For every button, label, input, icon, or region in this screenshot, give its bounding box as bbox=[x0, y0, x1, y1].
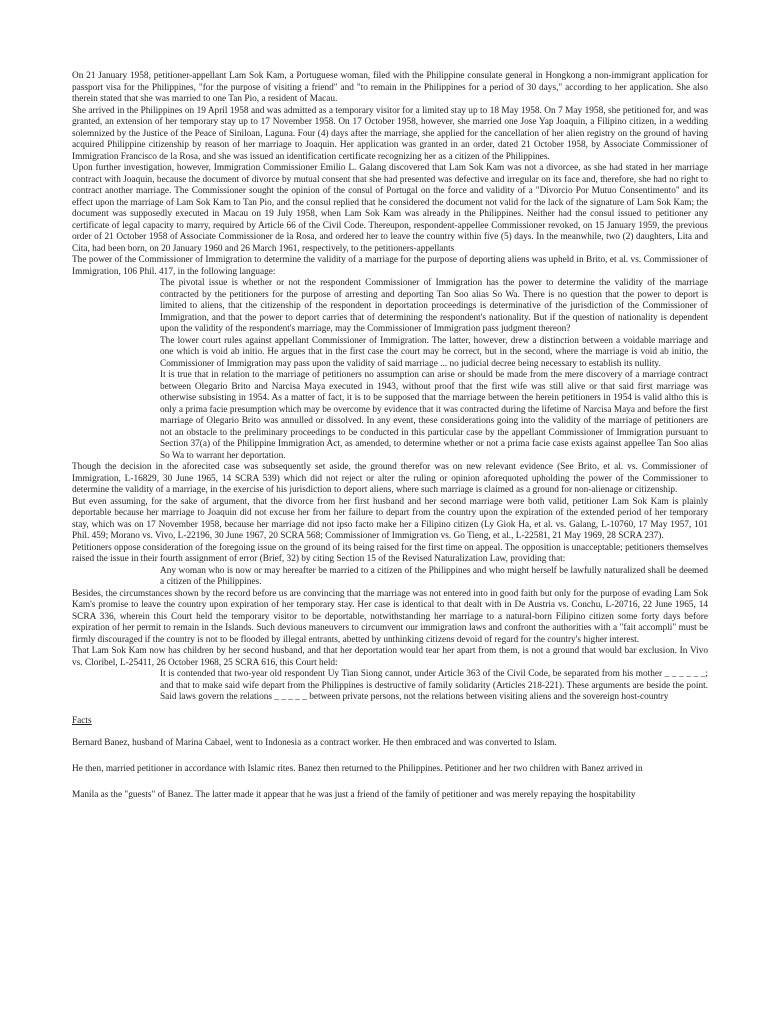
paragraph-application: On 21 January 1958, petitioner-appellant Lam Sok Kam, a Portuguese woman, filed with the Philippine consulate general in Hongkong a non-immigrant application for passport visa for the Philippines, "for the purpose of visiting a friend" and "to remain in the Philippines for a period of 30 days," according to her application. She also therein stated that she was married to one Tan Pio, a resident of Macau. bbox=[72, 71, 708, 104]
quote-naturalization-law: Any woman who is now or may hereafter be married to a citizen of the Philippines and who might herself be lawfully naturalized shall be deemed a citizen of the Philippines. bbox=[160, 565, 708, 587]
quote-presumption: It is true that in relation to the marriage of petitioners no assumption can arise or should be made from the mere discovery of a marriage contract between Olegario Brito and Narcisa Maya executed in 1943, without proof that the first wife was still alive or that said first marriage was otherwise subsisting in 1954. As a matter of fact, it is to be supposed that the marriage between the herein petitioners in 1954 is valid altho this is only a prima facie presumption which may be overcome by evidence that it was contracted during the lifetime of Narcisa Maya and before the first marriage of Olegario Brito was annulled or dissolved. In any event, these considerations going into the validity of the marriage of petitioners are not an obstacle to the preliminary proceedings to be conducted in this particular case by the appellant Commissioner of Immigration pursuant to Section 37(a) of the Philippine Immigration Act, as amended, to determine whether or not a prima facie case exists against appellee Tan Soo alias So Wa to warrant her deportation. bbox=[160, 370, 708, 461]
quote-vivo-cloribel: It is contended that two-year old respondent Uy Tian Siong cannot, under Article 363 of the Civil Code, be separated from his mother _ _ _ _ _ _; and that to make said wife depart from the Philippines is destructive of family solidarity (Articles 218-221). These arguments are beside the point. Said laws govern the relations _ _ _ _ _ between private persons, not the relations between visiting aliens and the sovereign host-country bbox=[160, 669, 708, 702]
facts-heading: Facts bbox=[72, 715, 92, 726]
quote-pivotal-issue: The pivotal issue is whether or not the respondent Commissioner of Immigration has the power to determine the validity of the marriage contracted by the petitioners for the purpose of arresting and deporting Tan Soo alias So Wa. There is no question that the power to deport is limited to aliens, that the citizenship of the respondent in deportation proceedings is determinative of the jurisdiction of the Commissioner of Immigration, and that the power to deport carries that of determining the respondent's nationality. But if the question of nationality is dependent upon the validity of the respondent's marriage, may the Commissioner of Immigration pass judgment thereon? bbox=[160, 278, 708, 334]
facts-paragraph-1: Bernard Banez, husband of Marina Cabael, went to Indonesia as a contract worker. He then embraced and was converted to Islam. bbox=[72, 738, 557, 748]
paragraph-bad-faith: Besides, the circumstances shown by the record before us are convincing that the marriage was not entered into in good faith but only for the purpose of evading Lam Sok Kam's promise to leave the country upon expiration of her temporary stay. Her case is identical to that dealt with in De Austria vs. Conchu, L-20716, 22 June 1965, 14 SCRA 336, wherein this Court held the temporary visitor to be deportable, notwithstanding her marriage to a natural-born Filipino citizen some forty days before expiration of her permit to remain in the Islands. Such devious maneuvers to circumvent our immigration laws and confront the authorities with a "fait accompli" must be firmly discouraged if the country is not to be flooded by illegal entrants, abetted by unthinking citizens devoid of regard for the country's higher interest. bbox=[72, 588, 708, 645]
paragraph-children: That Lam Sok Kam now has children by her second husband, and that her deportation would tear her apart from them, is not a ground that would bar exclusion. In Vivo vs. Cloribel, L-25411, 26 October 1968, 25 SCRA 616, this Court held: bbox=[72, 646, 708, 668]
facts-paragraph-3: Manila as the "guests" of Banez. The latter made it appear that he was just a friend of the family of petitioner and was merely repaying the hospitability bbox=[72, 790, 636, 800]
facts-paragraph-2: He then, married petitioner in accordance with Islamic rites. Banez then returned to the Philippines. Petitioner and her two children with Banez arrived in bbox=[72, 763, 643, 774]
paragraph-opposition: Petitioners oppose consideration of the foregoing issue on the ground of its being raised for the first time on appeal. The opposition is unacceptable; petitioners themselves raised the issue in their fourth assignment of error (Brief, 32) by citing Section 15 of the Revised Naturalization Law, providing that: bbox=[72, 542, 708, 564]
quote-lower-court: The lower court rules against appellant Commissioner of Immigration. The latter, however, drew a distinction between a voidable marriage and one which is void ab initio. He argues that in the first case the court may be correct, but in the second, where the marriage is void ab initio, the Commissioner of Immigration may pass upon the validity of said marriage ... no judicial decree being necessary to establish its nullity. bbox=[160, 335, 708, 369]
paragraph-investigation: Upon further investigation, however, Immigration Commissioner Emilio L. Galang discovered that Lam Sok Kam was not a divorcee, as she had stated in her marriage contract with Joaquin, because the document of divorce by mutual consent that she had presented was defective and irregular on its face and, therefore, she had no right to contract another marriage. The Commissioner sought the opinion of the consul of Portugal on the force and validity of a "Divorcio Por Mutuo Consentimento" and its effect upon the marriage of Lam Sok Kam to Tan Pio, and the consul replied that he considered the document not valid for the lack of the signature of Lam Sok Kam; the document was supposedly executed in Macau on 19 July 1958, when Lam Sok Kam was already in the Philippines. Neither had the consul issued to petitioner any certificate of legal capacity to marry, required by Article 66 of the Civil Code. Thereupon, respondent-appellee Commissioner revoked, on 15 January 1959, the previous order of 21 October 1958 of Associate Commissioner de la Rosa, and ordered her to leave the country within five (5) days. In the meanwhile, two (2) daughters, Lita and Cita, had been born, on 20 January 1960 and 26 March 1961, respectively, to the petitioners-appellants bbox=[72, 163, 708, 254]
document-body bbox=[72, 71, 708, 802]
paragraph-deportable: But even assuming, for the sake of argument, that the divorce from her first husband and her second marriage were both valid, petitioner Lam Sok Kam is plainly deportable because her marriage to Joaquin did not excuse her from her failure to depart from the country upon the expiration of the extended period of her temporary stay, which was on 17 November 1958, because her marriage did not ipso facto make her a Filipino citizen (Ly Giok Ha, et al. vs. Galang, L-10760, 17 May 1957, 101 Phil. 459; Morano vs. Vivo, L-22196, 30 June 1967, 20 SCRA 568; Commissioner of Immigration vs. Go Tieng, et al., L-22581, 21 May 1969, 28 SCRA 237). bbox=[72, 496, 708, 541]
paragraph-power-of-commissioner: The power of the Commissioner of Immigration to determine the validity of a marriage for the purpose of deporting aliens was upheld in Brito, et al. vs. Commissioner of Immigration, 106 Phil. 417, in the following language: bbox=[72, 255, 708, 277]
paragraph-arrival: She arrived in the Philippines on 19 April 1958 and was admitted as a temporary visitor for a limited stay up to 18 May 1958. On 7 May 1958, she petitioned for, and was granted, an extension of her temporary stay up to 17 November 1958. On 17 October 1958, however, she married one Jose Yap Joaquin, a Filipino citizen, in a wedding solemnized by the Justice of the Peace of Siniloan, Laguna. Four (4) days after the marriage, she applied for the cancellation of her alien registry on the ground of having acquired Philippine citizenship by reason of her marriage to Joaquin. Her application was granted in an order, dated 21 October 1958, by Associate Commissioner of Immigration Francisco de la Rosa, and she was issued an identification certificate recognizing her as a citizen of the Philippines. bbox=[72, 105, 708, 162]
paragraph-decision-set-aside: Though the decision in the aforecited case was subsequently set aside, the ground therefor was on new relevant evidence (See Brito, et al. vs. Commissioner of Immigration, L-16829, 30 June 1965, 14 SCRA 539) which did not reject or alter the ruling or opinion aforequoted upholding the power of the Commissioner to determine the validity of a marriage, in the exercise of his jurisdiction to deport aliens, where such marriage is claimed as a ground for non-alienage or citizenship. bbox=[72, 462, 708, 495]
